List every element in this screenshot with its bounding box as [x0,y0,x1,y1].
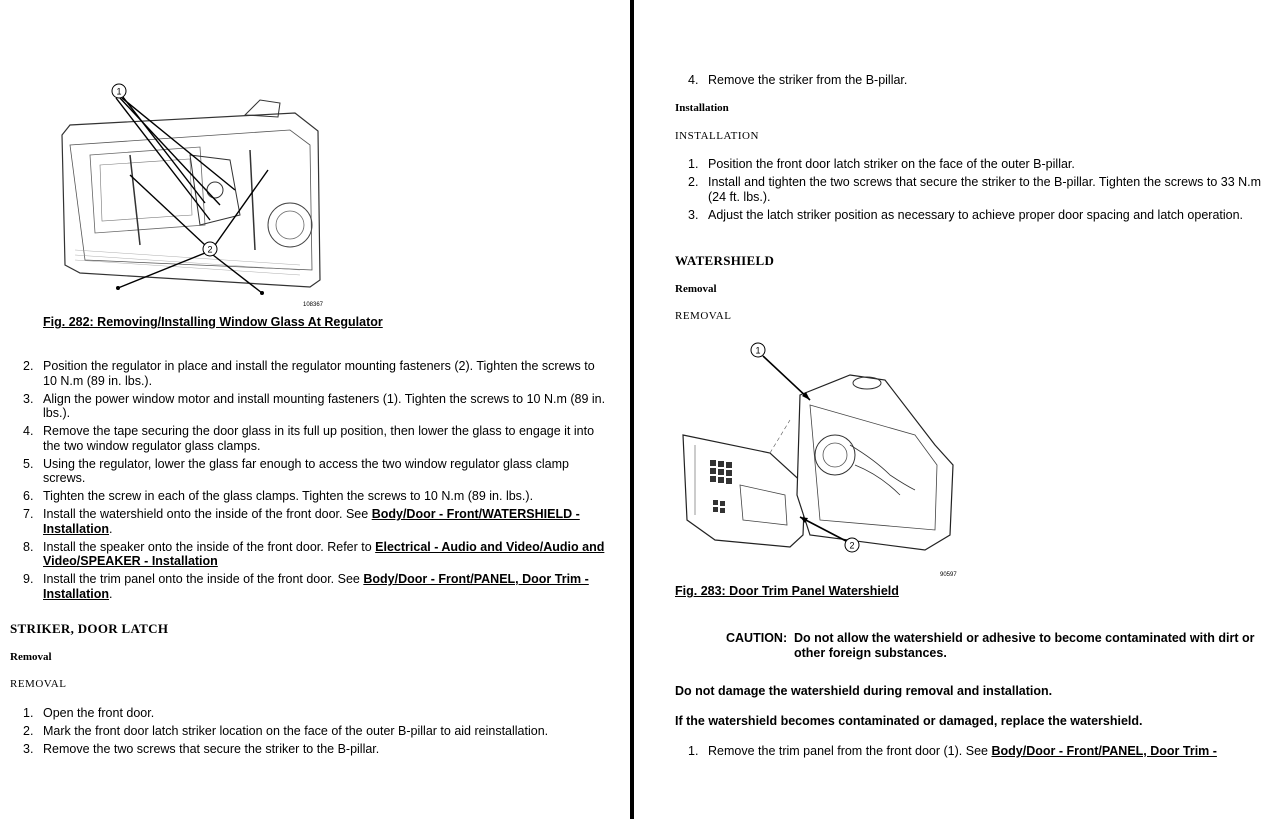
fig282-id-number: 108367 [303,302,324,308]
list-item: 6. Tighten the screw in each of the glass clamps. Tighten the screws to 10 N.m (89 in. lbs.). [23,489,534,503]
watershield-heading: WATERSHIELD [675,253,775,268]
installation-caps: INSTALLATION [675,130,759,142]
list-item: 1. Open the front door. [23,706,155,720]
watershield-removal-label: Removal [675,283,717,295]
list-item: 3. Align the power window motor and install mounting fasteners (1). Tighten the screws to 10 N.m (89 in. lbs.). [23,391,606,420]
regulator-install-steps [10,359,610,605]
note-replace: If the watershield becomes contaminated or damaged, replace the watershield. [675,714,1143,728]
list-item: 2. Mark the front door latch striker location on the face of the outer B-pillar to aid reinstallation. [23,724,549,738]
fig282-callout-1: 1 [116,86,122,97]
list-item: 4. Remove the tape securing the door glass in its full up position, then lower the glass to engage it into the two window regulator glass clamps. [23,424,595,453]
speaker-install-link[interactable]: Electrical - Audio and Video/Audio and Video/SPEAKER - Installation [43,539,605,568]
caution-text: Do not allow the watershield or adhesive to become contaminated with dirt or other foreign substances. [794,631,1255,660]
caution-label: CAUTION: [726,631,788,645]
striker-install-steps [675,157,1265,226]
fig283-callout-2: 2 [849,540,855,551]
fig283-caption: Fig. 283: Door Trim Panel Watershield [675,584,899,598]
list-item: 5. Using the regulator, lower the glass far enough to access the two window regulator glass clamp screws. [23,456,569,485]
striker-removal-steps [10,706,610,760]
fig283-callout-1: 1 [755,345,761,356]
watershield-removal-caps: REMOVAL [675,310,732,322]
removal-label: Removal [10,651,52,663]
installation-label: Installation [675,102,729,114]
watershield-removal-steps [675,744,1265,762]
list-item: 2. Position the regulator in place and install the regulator mounting fasteners (2). Tighten the screws to 10 N.m (89 in. lbs.). [23,359,595,388]
fig282-callout-2: 2 [207,244,213,255]
trim-panel-removal-link[interactable]: Body/Door - Front/PANEL, Door Trim - [991,744,1217,758]
fig282-caption: Fig. 282: Removing/Installing Window Glass At Regulator [43,315,383,329]
list-item: 2. Install and tighten the two screws that secure the striker to the B-pillar. Tighten the screws to 33 N.m (24 ft. lbs.). [688,175,1262,204]
list-item: 8. Install the speaker onto the inside of the front door. Refer to Electrical - Audio and Video/Audio and Video/SPEAKER - Installation [23,539,605,568]
trim-panel-install-link[interactable]: Body/Door - Front/PANEL, Door Trim - Installation [43,572,589,601]
list-item: 1. Position the front door latch striker on the face of the outer B-pillar. [688,157,1075,171]
list-item: 3. Adjust the latch striker position as necessary to achieve proper door spacing and latch operation. [688,207,1244,222]
striker-heading: STRIKER, DOOR LATCH [10,621,169,636]
fig-282-illustration [40,75,340,315]
list-item: 7. Install the watershield onto the inside of the front door. See Body/Door - Front/WATERSHIELD - Installation. [23,507,580,536]
list-item: 4. Remove the striker from the B-pillar. [688,73,908,87]
note-damage: Do not damage the watershield during removal and installation. [675,684,1053,698]
fig-283-illustration [675,335,965,575]
list-item: 3. Remove the two screws that secure the striker to the B-pillar. [23,742,380,756]
removal-caps: REMOVAL [10,678,67,690]
striker-removal-step-4 [675,73,1265,91]
list-item: 1. Remove the trim panel from the front door (1). See Body/Door - Front/PANEL, Door Trim - [688,744,1217,758]
page-divider [630,0,634,819]
fig283-id-number: 90597 [940,572,957,578]
list-item: 9. Install the trim panel onto the inside of the front door. See Body/Door - Front/PANEL, Door Trim - Installation. [23,572,589,601]
watershield-install-link[interactable]: Body/Door - Front/WATERSHIELD - Installation [43,507,580,536]
